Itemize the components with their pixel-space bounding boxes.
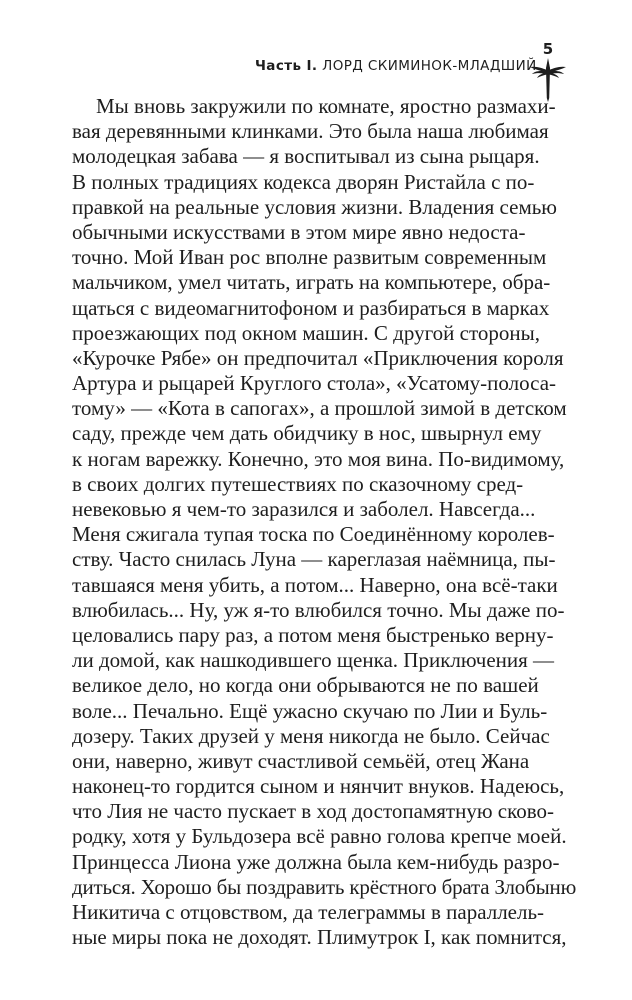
text-line: саду, прежде чем дать обидчику в нос, швырнул ему: [72, 421, 542, 446]
text-line: к ногам варежку. Конечно, это моя вина. По-видимому,: [72, 446, 565, 471]
text-line: Мы вновь закружили по комнате, яростно размахи-: [96, 94, 556, 118]
text-line: великое дело, но когда они обрываются не по вашей: [72, 673, 539, 698]
text-line: в своих долгих путешествиях по сказочному сред-: [72, 471, 524, 496]
text-line: они, наверно, живут счастливой семьёй, отец Жана: [72, 748, 530, 773]
text-line: целовались пару раз, а потом меня быстренько верну-: [72, 622, 554, 647]
text-line: что Лия не часто пускает в ход достопамятную сково-: [72, 799, 554, 824]
text-line: Артура и рыцарей Круглого стола», «Усатому-полоса-: [72, 371, 557, 396]
text-line: невековью я чем-то заразился и заболел. Навсегда...: [72, 497, 536, 521]
text-line: Меня сжигала тупая тоска по Соединённому королев-: [72, 522, 555, 547]
text-line: ные миры пока не доходят. Плимутрок I, как помнится,: [72, 925, 567, 950]
text-line: наконец-то гордится сыном и нянчит внуков. Надеюсь,: [72, 774, 565, 799]
text-line: тому» — «Кота в сапогах», а прошлой зимой в детском: [72, 396, 567, 421]
text-line: «Курочке Рябе» он предпочитал «Приключения короля: [72, 345, 564, 370]
running-head: [255, 58, 537, 74]
folio: [530, 40, 566, 100]
text-line: воле... Печально. Ещё ужасно скучаю по Лии и Буль-: [72, 698, 548, 723]
text-line: проезжающих под окном машин. С другой стороны,: [72, 320, 540, 345]
text-line: мальчиком, умел читать, играть на компьютере, обра-: [72, 270, 551, 295]
text-line: Принцесса Лиона уже должна была кем-нибудь разро-: [72, 849, 560, 874]
text-line: влюбилась... Ну, уж я-то влюбился точно. Мы даже по-: [72, 597, 565, 622]
chapter-title: ЛОРД СКИМИНОК-МЛАДШИЙ: [322, 58, 537, 74]
text-line: точно. Мой Иван рос вполне развитым современным: [72, 245, 547, 270]
text-line: Никитича с отцовством, да телеграммы в параллель-: [72, 900, 545, 924]
text-line: правкой на реальные условия жизни. Владения семью: [72, 194, 557, 219]
page-number: 5: [542, 40, 554, 58]
text-line: ли домой, как нашкодившего щенка. Приключения —: [72, 648, 555, 673]
text-line: родку, хотя у Бульдозера всё равно голова крепче моей.: [72, 824, 567, 849]
text-line: молодецкая забава — я воспитывал из сына рыцаря.: [72, 144, 540, 169]
text-line: диться. Хорошо бы поздравить крёстного брата Злобыню: [72, 874, 577, 899]
body-text: [72, 94, 577, 950]
text-line: обычными искусствами в этом мире явно недоста-: [72, 219, 526, 244]
text-line: вая деревянными клинками. Это была наша любимая: [72, 119, 549, 144]
text-line: В полных традициях кодекса дворян Ристайла с по-: [72, 169, 535, 194]
text-line: тавшаяся меня убить, а потом... Наверно, она всё-таки: [72, 572, 558, 597]
text-line: щаться с видеомагнитофоном и разбираться в марках: [72, 295, 550, 320]
part-label: Часть I.: [255, 58, 318, 74]
text-line: ству. Часто снилась Луна — кареглазая наёмница, пы-: [72, 547, 556, 572]
text-line: дозеру. Таких друзей у меня никогда не было. Сейчас: [72, 723, 550, 748]
